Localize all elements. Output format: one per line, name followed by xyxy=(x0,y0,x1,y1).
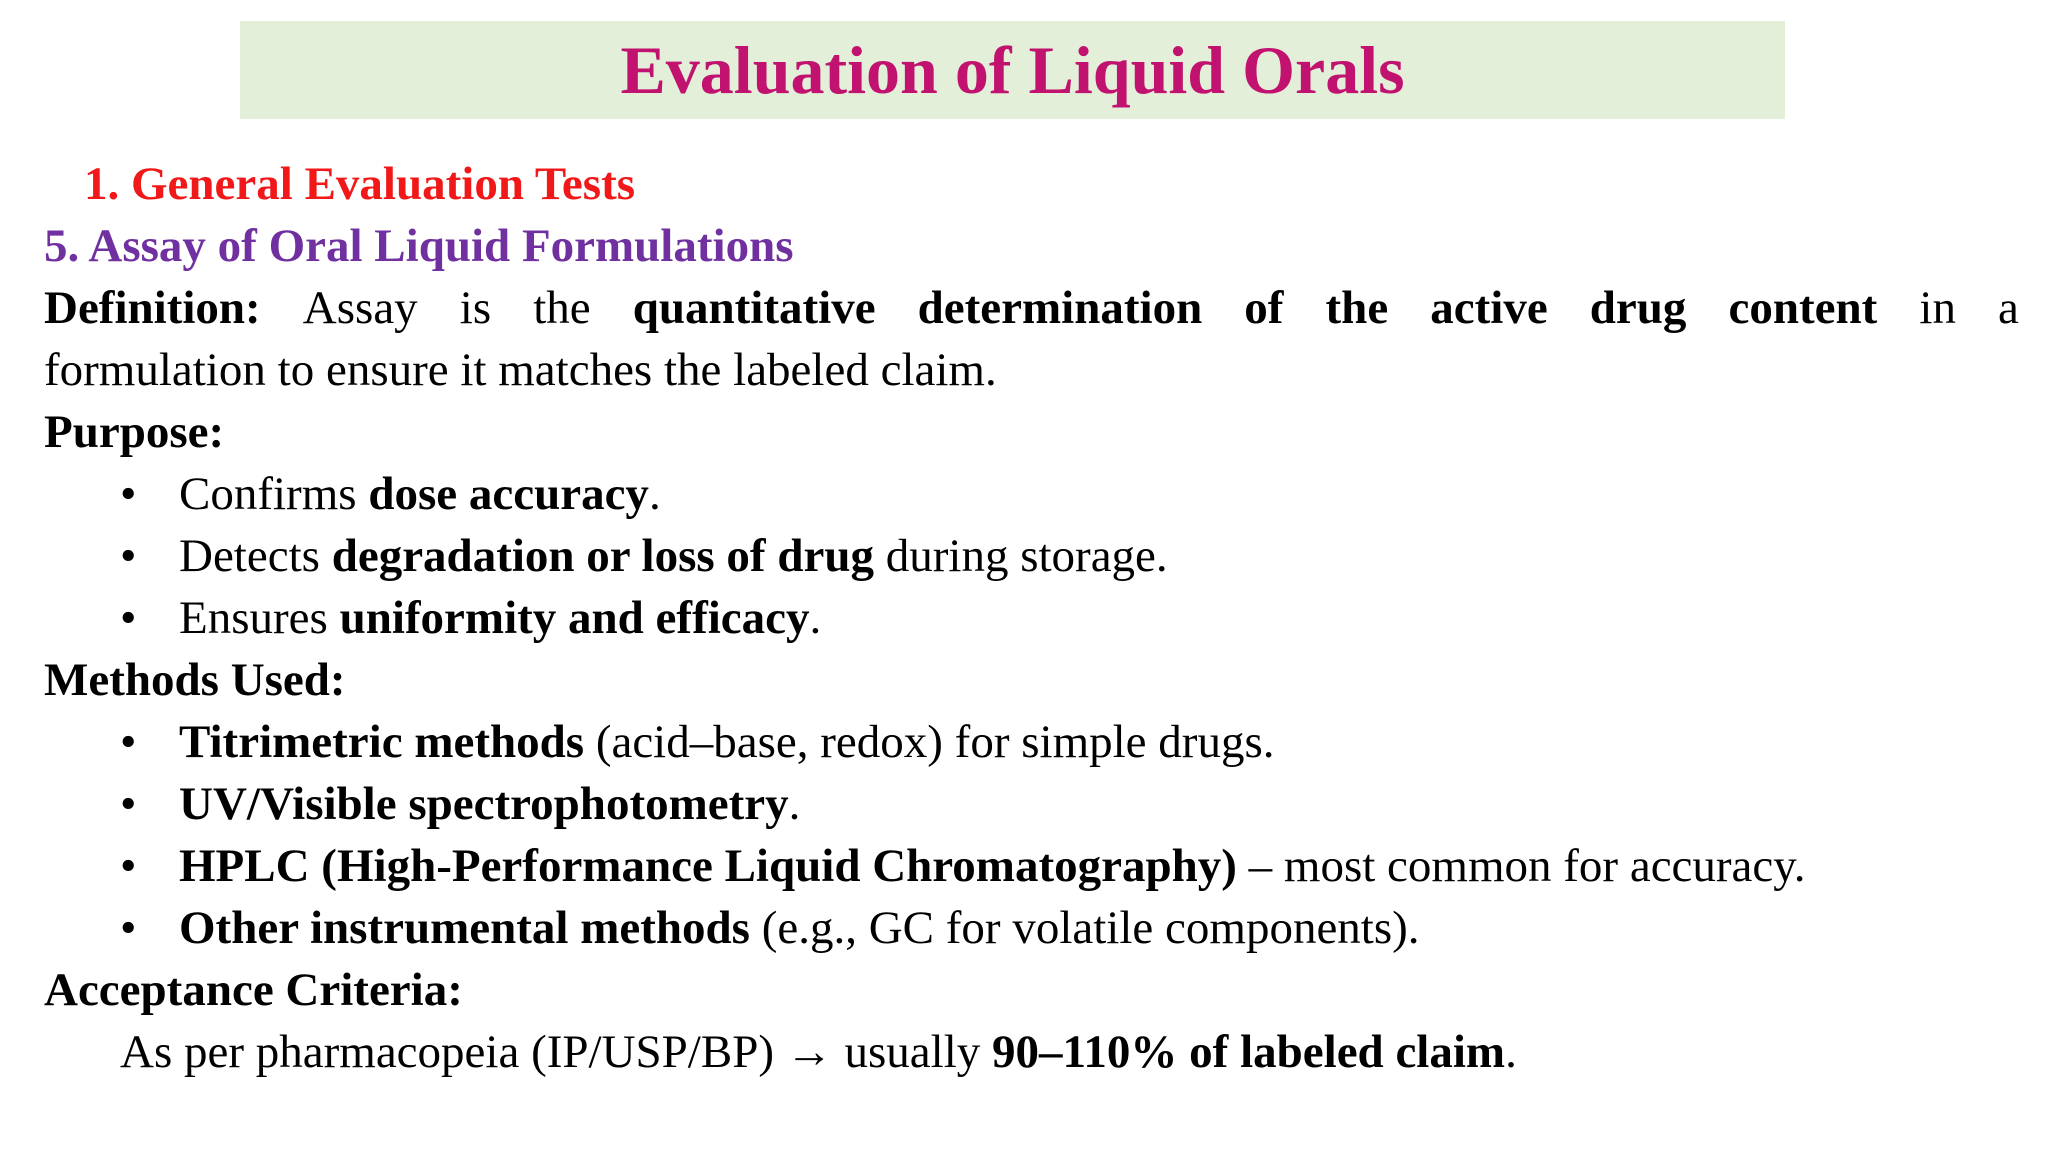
title-banner xyxy=(240,21,1785,119)
item-bold-text: UV/Visible spectrophotometry xyxy=(179,778,789,830)
bullet-icon: • xyxy=(120,592,137,644)
bullet-icon: • xyxy=(120,778,137,830)
bullet-icon: • xyxy=(120,840,137,892)
item-text: (e.g., GC for volatile components). xyxy=(749,902,1420,954)
item-text: during storage. xyxy=(873,530,1168,582)
item-text: – most common for accuracy. xyxy=(1236,840,1806,892)
bullet-icon: • xyxy=(120,902,137,954)
purpose-label: Purpose: xyxy=(44,406,225,458)
methods-item xyxy=(44,897,2019,959)
item-text: Detects xyxy=(179,530,332,582)
acceptance-bold: 90–110% of labeled claim xyxy=(992,1026,1506,1078)
acceptance-text xyxy=(44,1021,2019,1083)
methods-item xyxy=(44,835,2019,897)
item-text: . xyxy=(648,468,661,520)
item-text: . xyxy=(809,592,822,644)
definition-word: is xyxy=(459,282,492,334)
bullet-icon: • xyxy=(120,468,137,520)
bullet-icon: • xyxy=(120,716,137,768)
item-bold-text: HPLC (High-Performance Liquid Chromatography) xyxy=(179,840,1237,892)
item-text: Confirms xyxy=(179,468,369,520)
purpose-item xyxy=(44,587,2019,649)
acceptance-post: . xyxy=(1505,1026,1517,1078)
acceptance-label: Acceptance Criteria: xyxy=(44,964,463,1016)
item-bold-text: dose accuracy xyxy=(368,468,649,520)
definition-line-2: formulation to ensure it matches the labeled claim. xyxy=(44,344,997,396)
definition-label: Definition: xyxy=(44,282,261,334)
definition-bold-word: quantitative xyxy=(632,282,876,334)
definition-bold-word: determination xyxy=(917,282,1203,334)
purpose-item xyxy=(44,525,2019,587)
definition-word: a xyxy=(1998,282,2019,334)
definition-bold-word: active xyxy=(1430,282,1548,334)
definition-bold-word: of xyxy=(1244,282,1284,334)
item-text: . xyxy=(788,778,801,830)
definition-bold-word: content xyxy=(1728,282,1878,334)
item-text: Ensures xyxy=(179,592,340,644)
purpose-item xyxy=(44,463,2019,525)
methods-item xyxy=(44,773,2019,835)
definition-bold-word: drug xyxy=(1589,282,1687,334)
bullet-icon: • xyxy=(120,530,137,582)
methods-item xyxy=(44,711,2019,773)
definition-line-1 xyxy=(44,277,2019,339)
item-bold-text: Other instrumental methods xyxy=(179,902,750,954)
section-heading: 1. General Evaluation Tests xyxy=(84,158,636,210)
acceptance-pre: As per pharmacopeia (IP/USP/BP) → usually xyxy=(120,1026,993,1078)
item-bold-text: uniformity and efficacy xyxy=(339,592,810,644)
definition-bold-word: the xyxy=(1325,282,1389,334)
slide-title: Evaluation of Liquid Orals xyxy=(620,32,1405,108)
slide-body xyxy=(44,153,2019,1083)
definition-word: Assay xyxy=(302,282,418,334)
methods-label: Methods Used: xyxy=(44,654,346,706)
definition-word: in xyxy=(1919,282,1956,334)
item-text: (acid–base, redox) for simple drugs. xyxy=(584,716,1275,768)
definition-word: the xyxy=(533,282,591,334)
item-bold-text: degradation or loss of drug xyxy=(331,530,874,582)
item-bold-text: Titrimetric methods xyxy=(179,716,585,768)
sub-heading: 5. Assay of Oral Liquid Formulations xyxy=(44,220,794,272)
